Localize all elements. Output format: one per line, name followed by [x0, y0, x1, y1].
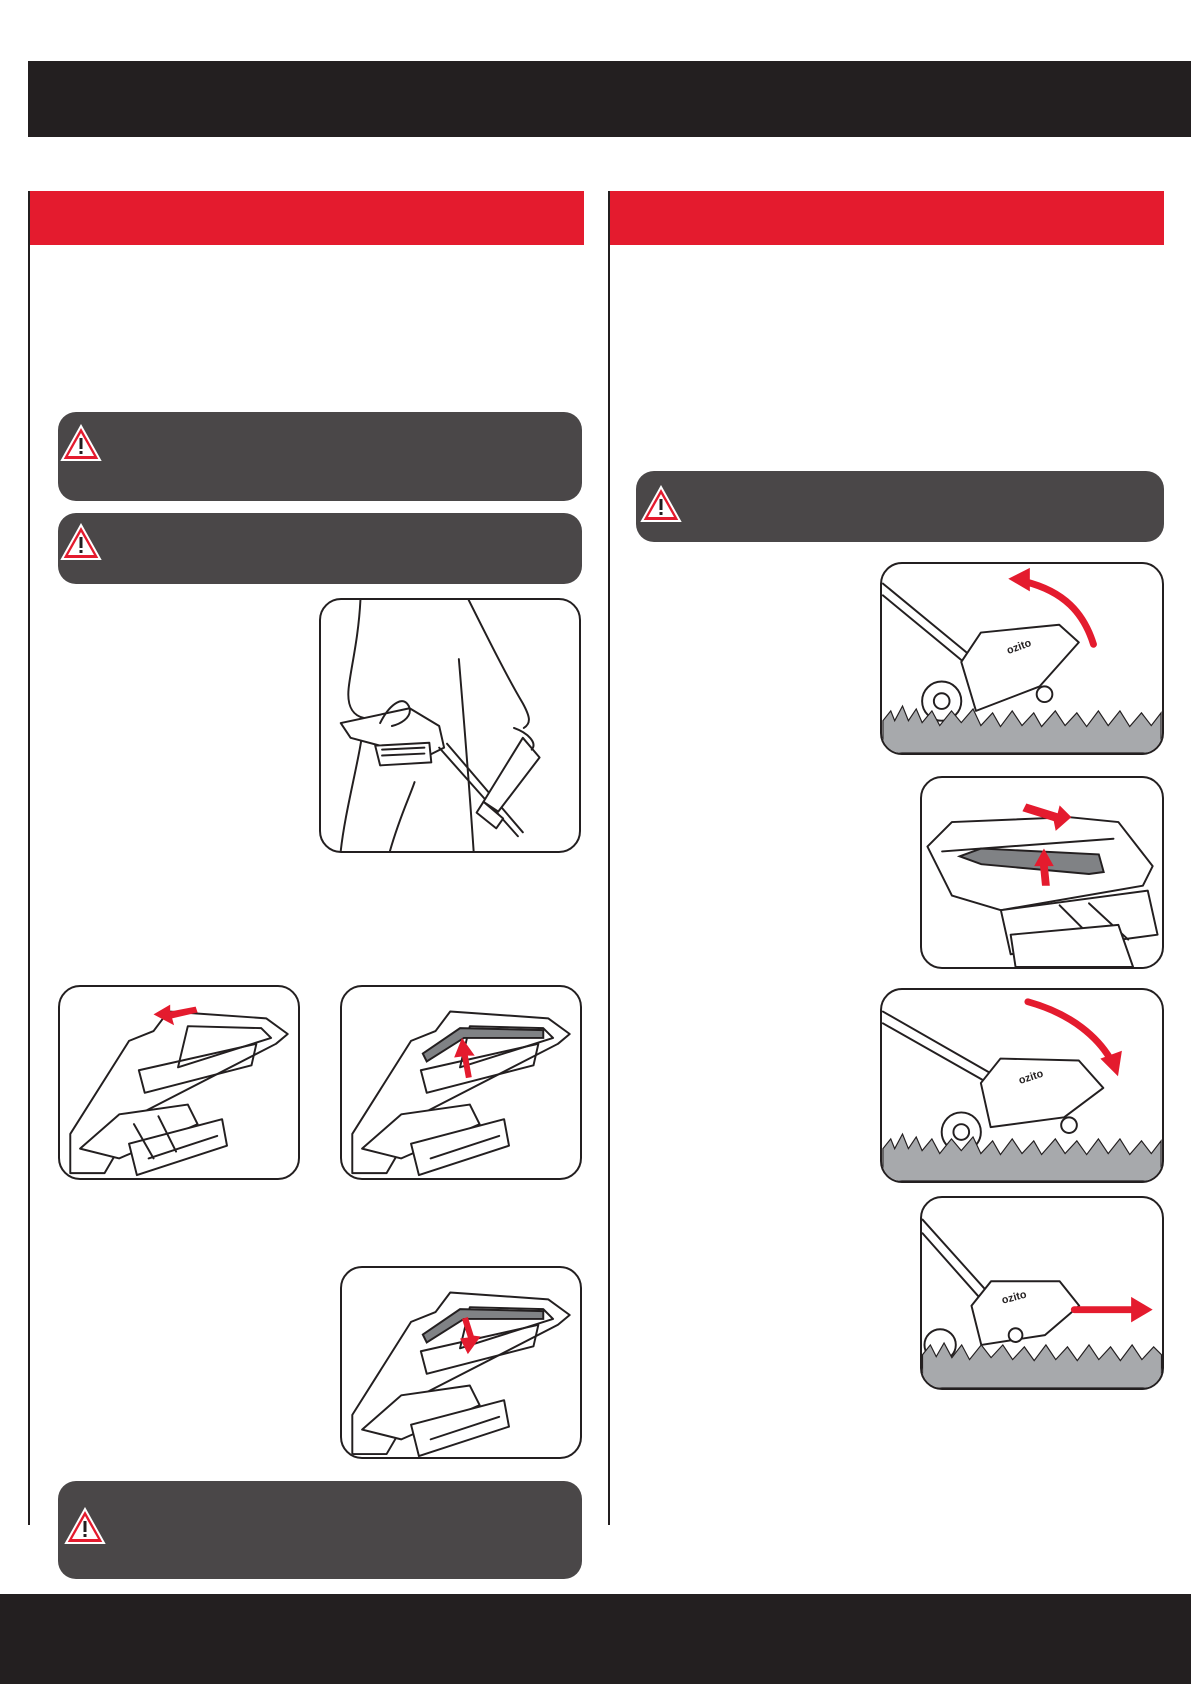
section-header-right: [609, 191, 1164, 245]
illustration-release-button: [920, 776, 1164, 969]
illustration-extend-edger: [920, 1196, 1164, 1390]
warning-triangle-icon: [640, 485, 682, 523]
illustration-rotate-head-up: [880, 562, 1164, 755]
warning-box-2: [58, 513, 582, 584]
column-rule-right: [608, 191, 610, 1525]
illustration-operator-holding-trimmer: [319, 598, 581, 853]
warning-triangle-icon: [64, 1507, 106, 1545]
illustration-guard-slide-left: [58, 985, 300, 1180]
warning-box-3: [58, 1481, 582, 1579]
warning-box-1: [58, 412, 582, 501]
section-header-left: [28, 191, 584, 245]
warning-box-4: [636, 471, 1164, 542]
column-rule-left: [28, 191, 30, 1525]
illustration-rotate-head-down: [880, 988, 1164, 1183]
footer-bar: [0, 1594, 1191, 1684]
illustration-guard-slot-press: [340, 1266, 582, 1459]
warning-triangle-icon: [60, 523, 102, 561]
trimmer-logo-text: ozito: [1017, 1067, 1045, 1087]
header-bar: [28, 61, 1191, 137]
trimmer-logo-text: ozito: [1005, 637, 1033, 657]
illustration-guard-slot-lift: [340, 985, 582, 1180]
warning-triangle-icon: [60, 424, 102, 462]
trimmer-logo-text: ozito: [1000, 1288, 1028, 1307]
